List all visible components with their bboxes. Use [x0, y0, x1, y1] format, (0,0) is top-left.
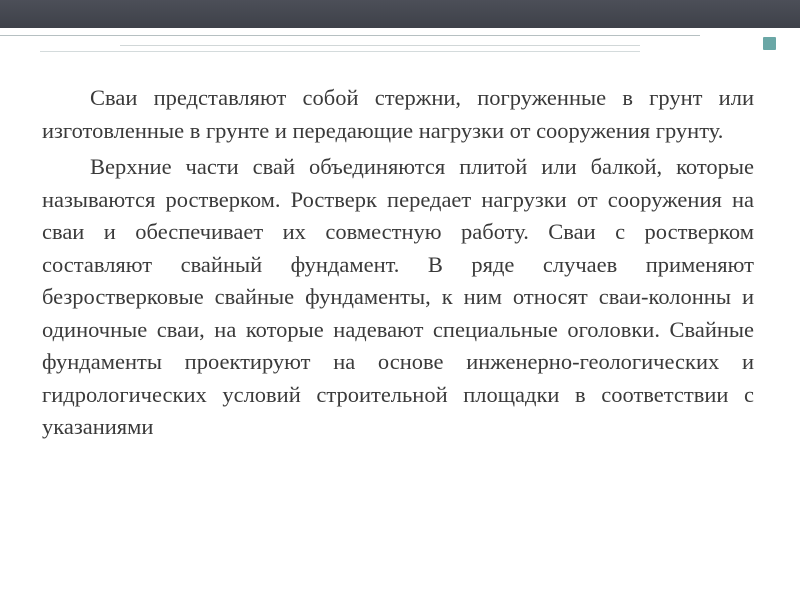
header-decoration	[0, 28, 800, 58]
accent-square	[763, 37, 776, 50]
paragraph-1: Сваи представляют собой стержни, погруженные в грунт или изготовленные в грунте и передающие нагрузки от сооружения грунту.	[42, 85, 754, 143]
decor-line	[120, 45, 640, 46]
slide-body	[42, 82, 754, 448]
header-bar	[0, 0, 800, 28]
decor-line	[40, 51, 640, 52]
paragraph-2: Верхние части свай объединяются плитой или балкой, которые называются ростверком. Ростверк передает нагрузки от сооружения на сваи и обеспечивает их совместную работу. Сваи с ростверком составляют свайный фундамент. В ряде случаев применяют безростверковые свайные фундаменты, к ним относят сваи-колонны и одиночные сваи, на которые надевают специальные оголовки. Свайные фундаменты проектируют на основе инженерно-геологических и гидрологических условий строительной площадки в соответствии с указаниями	[42, 154, 754, 439]
decor-line	[0, 35, 700, 36]
